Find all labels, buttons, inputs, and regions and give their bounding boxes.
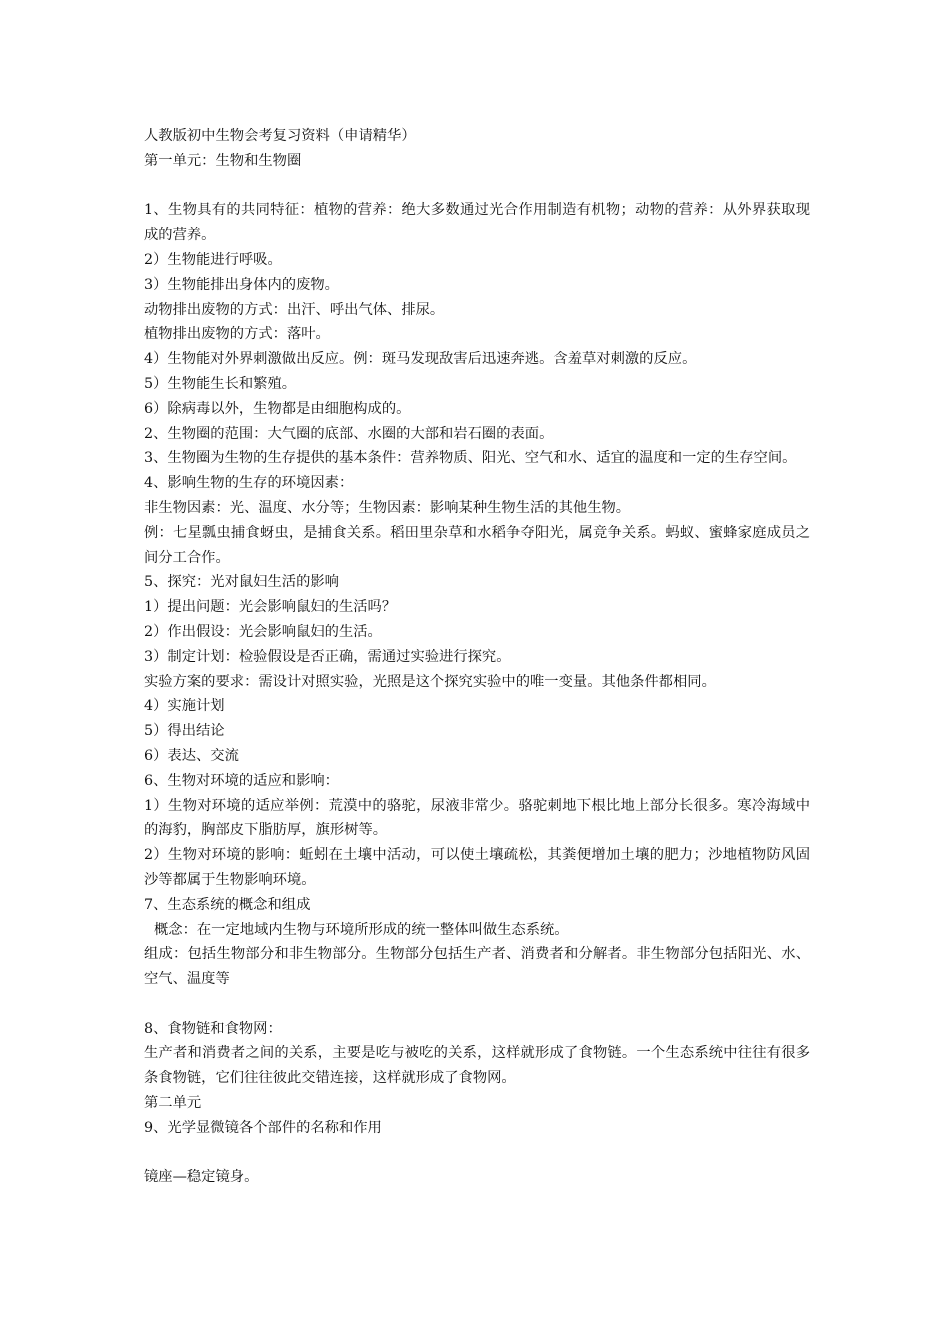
paragraph-2: 2）生物能进行呼吸。 xyxy=(144,251,282,268)
paragraph-9: 2、生物圈的范围：大气圈的底部、水圈的大部和岩石圈的表面。 xyxy=(144,425,554,442)
paragraph-6: 4）生物能对外界刺激做出反应。例：斑马发现敌害后迅速奔逃。含羞草对刺激的反应。 xyxy=(144,351,697,368)
paragraph-18: 实验方案的要求：需设计对照实验，光照是这个探究实验中的唯一变量。其他条件都相同。 xyxy=(144,673,716,690)
paragraph-20: 5）得出结论 xyxy=(144,723,225,740)
paragraph-3: 3）生物能排出身体内的废物。 xyxy=(144,276,339,293)
paragraph-25: 7、生态系统的概念和组成 xyxy=(144,896,311,913)
paragraph-26: 概念：在一定地域内生物与环境所形成的统一整体叫做生态系统。 xyxy=(154,921,569,938)
unit-heading: 第一单元：生物和生物圈 xyxy=(144,152,302,169)
paragraph-28: 8、食物链和食物网： xyxy=(144,1020,282,1037)
paragraph-12: 非生物因素：光、温度、水分等；生物因素：影响某种生物生活的其他生物。 xyxy=(144,499,631,516)
paragraph-27: 组成：包括生物部分和非生物部分。生物部分包括生产者、消费者和分解者。非生物部分包括阳光、水、空气、温度等 xyxy=(144,946,810,988)
document-page xyxy=(144,124,810,1190)
paragraph-29: 生产者和消费者之间的关系，主要是吃与被吃的关系，这样就形成了食物链。一个生态系统中往往有很多条食物链，它们往往彼此交错连接，这样就形成了食物网。 xyxy=(144,1045,810,1087)
paragraph-10: 3、生物圈为生物的生存提供的基本条件：营养物质、阳光、空气和水、适宜的温度和一定的生存空间。 xyxy=(144,450,797,467)
paragraph-23: 1）生物对环境的适应举例：荒漠中的骆驼，尿液非常少。骆驼刺地下根比地上部分长很多。寒冷海域中的海豹，胸部皮下脂肪厚，旗形树等。 xyxy=(144,797,810,839)
paragraph-4: 动物排出废物的方式：出汗、呼出气体、排尿。 xyxy=(144,301,445,318)
paragraph-31: 9、光学显微镜各个部件的名称和作用 xyxy=(144,1119,382,1136)
paragraph-14: 5、探究：光对鼠妇生活的影响 xyxy=(144,574,339,591)
paragraph-32: 镜座—稳定镜身。 xyxy=(144,1169,259,1186)
paragraph-5: 植物排出废物的方式：落叶。 xyxy=(144,326,330,343)
paragraph-22: 6、生物对环境的适应和影响： xyxy=(144,772,339,789)
blank-line xyxy=(144,1141,810,1166)
paragraph-8: 6）除病毒以外，生物都是由细胞构成的。 xyxy=(144,400,411,417)
paragraph-11: 4、影响生物的生存的环境因素： xyxy=(144,475,354,492)
unit-2-heading: 第二单元 xyxy=(144,1095,202,1112)
paragraph-17: 3）制定计划：检验假设是否正确，需通过实验进行探究。 xyxy=(144,648,511,665)
document-title: 人教版初中生物会考复习资料（申请精华） xyxy=(144,128,416,144)
paragraph-16: 2）作出假设：光会影响鼠妇的生活。 xyxy=(144,623,382,640)
blank-line xyxy=(144,992,810,1017)
blank-line xyxy=(144,174,810,199)
paragraph-1: 1、生物具有的共同特征：植物的营养：绝大多数通过光合作用制造有机物；动物的营养：从外界获取现成的营养。 xyxy=(144,202,810,244)
paragraph-7: 5）生物能生长和繁殖。 xyxy=(144,375,297,392)
paragraph-24: 2）生物对环境的影响：蚯蚓在土壤中活动，可以使土壤疏松，其粪便增加土壤的肥力；沙地植物防风固沙等都属于生物影响环境。 xyxy=(144,847,810,888)
paragraph-13: 例：七星瓢虫捕食蚜虫，是捕食关系。稻田里杂草和水稻争夺阳光，属竞争关系。蚂蚁、蜜蜂家庭成员之间分工合作。 xyxy=(144,524,810,566)
paragraph-19: 4）实施计划 xyxy=(144,698,225,715)
paragraph-21: 6）表达、交流 xyxy=(144,747,239,764)
paragraph-15: 1）提出问题：光会影响鼠妇的生活吗？ xyxy=(144,599,397,616)
